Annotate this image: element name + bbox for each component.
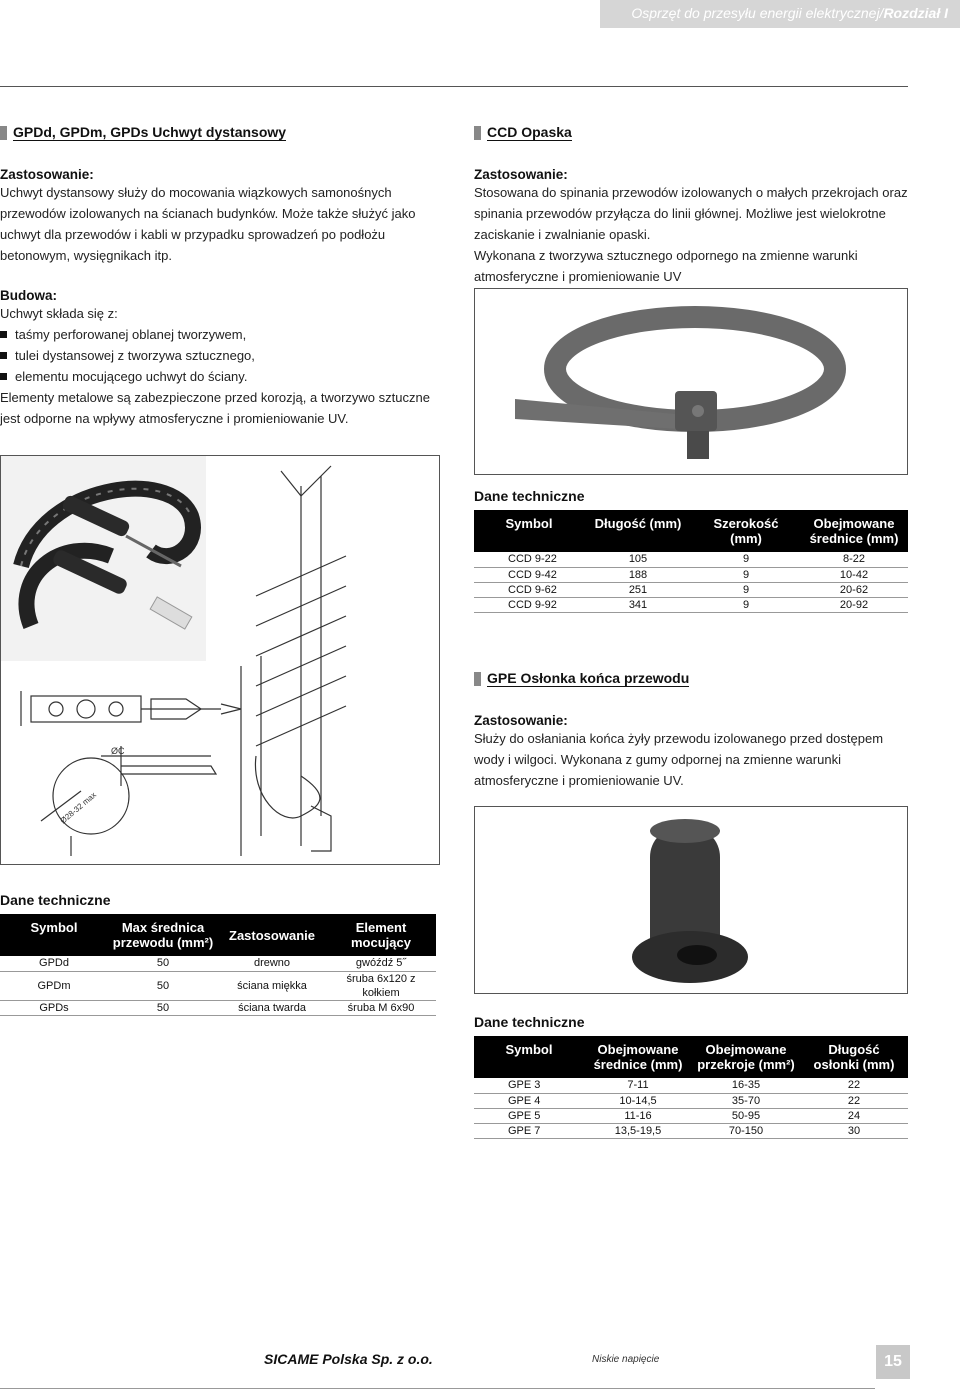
gpe-tech-section — [474, 1014, 908, 1139]
ccd-image-svg — [475, 289, 908, 475]
gpd-tech-table — [0, 914, 436, 1016]
gpd-usage-text: Uchwyt dystansowy służy do mocowania wiązkowych samonośnych przewodów izolowanych na ścianach budynków. Może także służyć jako uchwyt dla przewodów i kabli w przypadku sprowadzeń po podłożu betonowym, wysięgnikach itp. — [0, 185, 416, 263]
header-title — [631, 5, 948, 21]
footer-divider — [0, 1388, 875, 1389]
ccd-section — [474, 124, 910, 287]
list-item: tulei dystansowej z tworzywa sztucznego, — [0, 345, 440, 366]
ccd-tech-title: Dane techniczne — [474, 488, 585, 504]
table-row: GPE 4 10-14,5 35-70 22 — [474, 1093, 908, 1108]
table-row: CCD 9-42 188 9 10-42 — [474, 567, 908, 582]
table-header: Zastosowanie — [218, 914, 326, 956]
gpd-tech-section — [0, 892, 436, 1016]
gpe-tech-title: Dane techniczne — [474, 1014, 585, 1030]
header-chapter: Rozdział I — [883, 5, 948, 21]
footer-section: Niskie napięcie — [592, 1354, 660, 1365]
table-header: Symbol — [474, 1036, 584, 1078]
table-header: Obejmowane średnice (mm) — [800, 510, 908, 552]
gpe-tech-table — [474, 1036, 908, 1139]
bullet-icon — [0, 331, 7, 338]
bullet-icon — [0, 373, 7, 380]
gpd-usage-heading: Zastosowanie: — [0, 167, 94, 182]
gpd-tech-title: Dane techniczne — [0, 892, 111, 908]
section-marker — [474, 672, 481, 686]
header-divider — [0, 86, 908, 87]
gpe-usage-heading: Zastosowanie: — [474, 713, 568, 728]
gpe-title: GPE Osłonka końca przewodu — [474, 670, 910, 687]
table-row: CCD 9-62 251 9 20-62 — [474, 582, 908, 597]
page-number: 15 — [876, 1345, 910, 1379]
ccd-usage-text-2: Wykonana z tworzywa sztucznego odpornego na zmienne warunki atmosferyczne i promieniowanie UV — [474, 248, 858, 284]
list-item: taśmy perforowanej oblanej tworzywem, — [0, 324, 440, 345]
table-header: Obejmowane przekroje (mm²) — [692, 1036, 800, 1078]
table-row: GPE 3 7-11 16-35 22 — [474, 1078, 908, 1093]
table-row: GPE 5 11-16 50-95 24 — [474, 1108, 908, 1123]
table-header: Max średnica przewodu (mm²) — [108, 914, 218, 956]
header-category: Osprzęt do przesyłu energii elektrycznej/ — [631, 5, 884, 21]
table-row: GPDs 50 ściana twarda śruba M 6x90 — [0, 1000, 436, 1015]
header-bar — [600, 0, 960, 28]
gpe-section — [474, 670, 910, 791]
ccd-tech-section — [474, 488, 908, 613]
table-row: CCD 9-92 341 9 20-92 — [474, 597, 908, 612]
table-header: Obejmowane średnice (mm) — [584, 1036, 692, 1078]
table-row: GPDd 50 drewno gwóźdź 5˝ — [0, 956, 436, 971]
gpe-usage-text: Służy do osłaniania końca żyły przewodu izolowanego przed dostępem wody i wilgoci. Wykonana z gumy odpornej na zmienne warunki atmosferyczne i promieniowanie UV. — [474, 731, 884, 788]
gpd-title: GPDd, GPDm, GPDs Uchwyt dystansowy — [0, 124, 440, 141]
ccd-tech-table — [474, 510, 908, 613]
gpd-product-image — [0, 455, 440, 865]
section-marker — [0, 126, 7, 140]
ccd-usage-text: Stosowana do spinania przewodów izolowanych o małych przekrojach oraz spinania przewodów przyłącza do linii głównej. Możliwe jest wielokrotne zaciskanie i zwalnianie opaski. — [474, 185, 908, 242]
footer-company: SICAME Polska Sp. z o.o. — [264, 1351, 433, 1367]
gpd-build-list — [0, 324, 440, 387]
gpd-section — [0, 124, 440, 429]
section-marker — [474, 126, 481, 140]
table-row: CCD 9-22 105 9 8-22 — [474, 552, 908, 567]
table-header: Symbol — [0, 914, 108, 956]
ccd-usage-heading: Zastosowanie: — [474, 167, 568, 182]
gpd-image-svg — [1, 456, 440, 865]
table-header: Długość osłonki (mm) — [800, 1036, 908, 1078]
gpe-image-svg — [475, 807, 908, 994]
table-row: GPE 7 13,5-19,5 70-150 30 — [474, 1123, 908, 1138]
gpe-product-image — [474, 806, 908, 994]
table-header: Symbol — [474, 510, 584, 552]
table-header: Długość (mm) — [584, 510, 692, 552]
bullet-icon — [0, 352, 7, 359]
ccd-product-image — [474, 288, 908, 475]
list-item: elementu mocującego uchwyt do ściany. — [0, 366, 440, 387]
dim-label-2: Ø28-32 max — [58, 790, 99, 826]
gpd-build-intro: Uchwyt składa się z: — [0, 306, 118, 321]
table-header: Szerokość (mm) — [692, 510, 800, 552]
table-row: GPDm 50 ściana miękka śruba 6x120 z kołkiem — [0, 971, 436, 1000]
ccd-title: CCD Opaska — [474, 124, 910, 141]
dim-label-1: ØC — [111, 746, 125, 756]
gpd-build-heading: Budowa: — [0, 288, 57, 303]
table-header: Element mocujący — [326, 914, 436, 956]
gpd-build-note: Elementy metalowe są zabezpieczone przed korozją, a tworzywo sztuczne jest odporne na wpływy atmosferyczne i promieniowanie UV. — [0, 390, 430, 426]
